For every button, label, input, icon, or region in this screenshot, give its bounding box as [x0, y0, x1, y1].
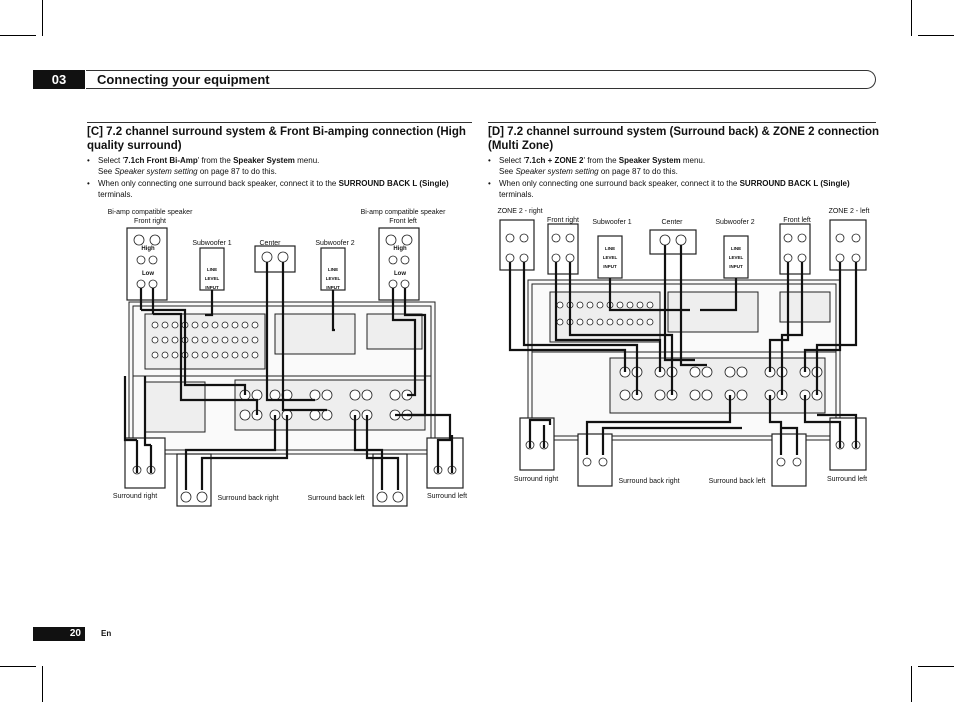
- section-d-title: [488, 125, 883, 153]
- label-center: Center: [259, 240, 281, 247]
- label-low-left: Low: [394, 271, 406, 277]
- label-subwoofer1: Subwoofer 1: [592, 219, 632, 226]
- label-surround-right: Surround right: [112, 493, 158, 500]
- label-surround-left: Surround left: [426, 493, 468, 500]
- label-surround-back-left: Surround back left: [708, 478, 766, 485]
- label-biamp-left: Bi-amp compatible speaker: [107, 209, 193, 216]
- section-c-bullets: [87, 155, 477, 200]
- section-d-bullets: [488, 155, 883, 200]
- crop-mark: [918, 35, 954, 36]
- label-center: Center: [661, 219, 683, 226]
- label-zone2-right: ZONE 2 - right: [497, 208, 543, 215]
- chapter-title: Connecting your equipment: [97, 72, 270, 87]
- label-surround-right: Surround right: [513, 476, 559, 483]
- speaker-center: [255, 246, 295, 272]
- bullet-item: • When only connecting one surround back speaker, connect it to the SURROUND BACK L (Single) terminals.: [488, 178, 883, 201]
- section-c-title: [87, 125, 477, 153]
- label-subwoofer2: Subwoofer 2: [315, 240, 355, 247]
- label-low-right: Low: [142, 271, 154, 277]
- section-c-rule: [87, 122, 472, 123]
- speaker-zone2-left: [830, 220, 866, 270]
- label-line-level-2: LINE LEVEL INPUT: [325, 267, 341, 290]
- label-surround-left: Surround left: [826, 476, 868, 483]
- bullet-item: • Select '7.1ch Front Bi-Amp' from the Speaker System menu. See Speaker system setting on page 87 to do this.: [87, 155, 477, 178]
- speaker-front-right: [548, 224, 578, 274]
- label-front-left: Front left: [389, 218, 417, 225]
- section-d-title-line2: (Multi Zone): [488, 140, 554, 152]
- section-c-title-line1: [C] 7.2 channel surround system & Front Bi-amping connection (High: [87, 126, 466, 138]
- label-high-right: High: [141, 246, 155, 252]
- label-subwoofer1: Subwoofer 1: [192, 240, 232, 247]
- label-surround-back-left: Surround back left: [307, 495, 365, 502]
- speaker-front-left: [379, 228, 419, 300]
- speaker-zone2-right: [500, 220, 534, 270]
- label-high-left: High: [393, 246, 407, 252]
- speaker-front-left: [780, 224, 810, 274]
- label-surround-back-right: Surround back right: [618, 478, 680, 485]
- label-front-right: Front right: [547, 217, 579, 224]
- label-line-level-2: LINE LEVEL INPUT: [728, 246, 744, 269]
- section-d-rule: [488, 122, 876, 123]
- crop-mark: [911, 0, 912, 36]
- crop-mark: [911, 666, 912, 702]
- speaker-surround-right: [520, 418, 554, 470]
- speaker-front-right: [127, 228, 167, 300]
- speaker-surround-left: [427, 438, 463, 488]
- section-d-title-line1: [D] 7.2 channel surround system (Surround back) & ZONE 2 connection: [488, 126, 880, 138]
- label-biamp-right: Bi-amp compatible speaker: [360, 209, 446, 216]
- label-subwoofer2: Subwoofer 2: [715, 219, 755, 226]
- section-c-title-line2: quality surround): [87, 140, 182, 152]
- crop-mark: [918, 666, 954, 667]
- crop-mark: [42, 0, 43, 36]
- label-front-left: Front left: [783, 217, 811, 224]
- label-line-level-1: LINE LEVEL INPUT: [204, 267, 220, 290]
- speaker-center: [650, 230, 696, 254]
- page-language: En: [101, 629, 112, 638]
- label-line-level-1: LINE LEVEL INPUT: [602, 246, 618, 269]
- label-front-right: Front right: [134, 218, 166, 225]
- crop-mark: [0, 35, 36, 36]
- chapter-number: 03: [33, 70, 85, 89]
- diagram-d: [490, 200, 880, 510]
- bullet-item: • When only connecting one surround back speaker, connect it to the SURROUND BACK L (Single) terminals.: [87, 178, 477, 201]
- page-number: 20: [33, 627, 85, 641]
- label-surround-back-right: Surround back right: [217, 495, 279, 502]
- bullet-item: • Select '7.1ch + ZONE 2' from the Speaker System menu. See Speaker system setting on page 87 to do this.: [488, 155, 883, 178]
- crop-mark: [0, 666, 36, 667]
- label-zone2-left: ZONE 2 - left: [828, 208, 870, 215]
- speaker-surround-left: [830, 418, 866, 470]
- crop-mark: [42, 666, 43, 702]
